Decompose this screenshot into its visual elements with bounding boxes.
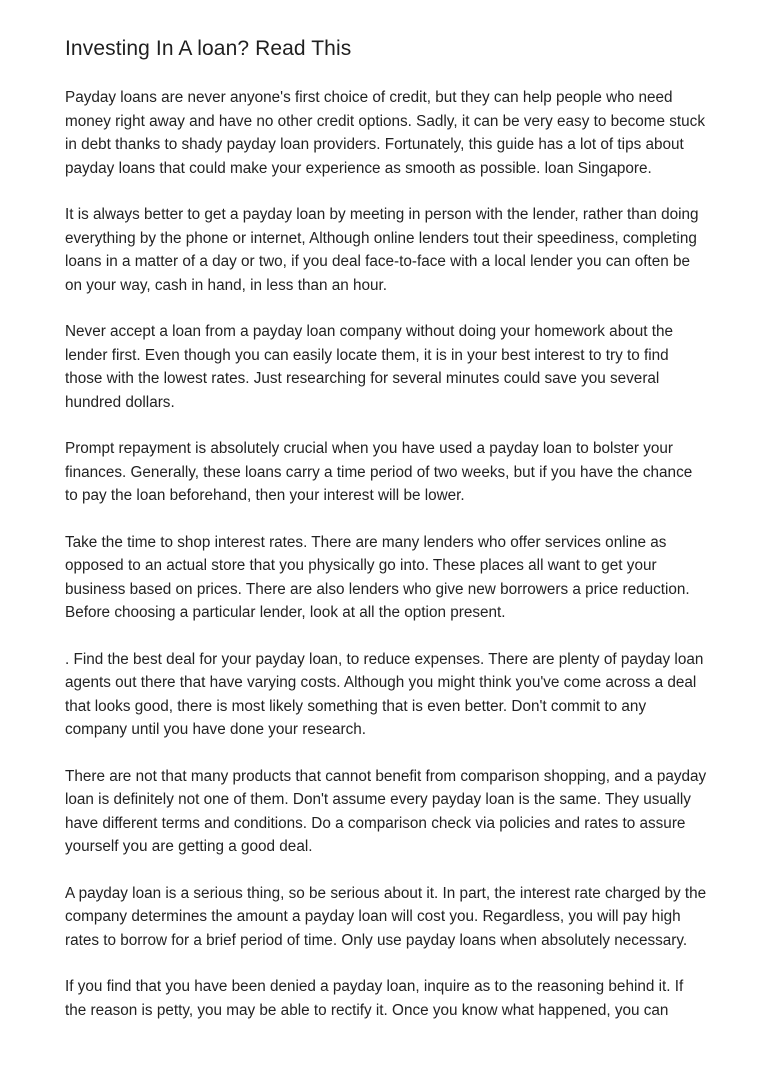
- paragraph-2: It is always better to get a payday loan by meeting in person with the lender, rather than doing everything by the phone or internet, Although online lenders tout their speediness, completing loans in a matter of a day or two, if you deal face-to-face with a local lender you can often be on your way, cash in hand, in less than an hour.: [65, 206, 699, 294]
- paragraph-3: Never accept a loan from a payday loan company without doing your homework about the lender first. Even though you can easily locate them, it is in your best interest to try to find those with the lowest rates. Just researching for several minutes could save you several hundred dollars.: [65, 323, 673, 411]
- paragraph-7: There are not that many products that cannot benefit from comparison shopping, and a payday loan is definitely not one of them. Don't assume every payday loan is the same. They usually have different terms and conditions. Do a comparison check via policies and rates to assure yourself you are getting a good deal.: [65, 767, 707, 855]
- paragraph-5: Take the time to shop interest rates. There are many lenders who offer services online as opposed to an actual store that you physically go into. These places all want to get your business based on prices. There are also lenders who give new borrowers a price reduction. Before choosing a particular lender, look at all the option present.: [65, 533, 690, 621]
- paragraph-4: Prompt repayment is absolutely crucial when you have used a payday loan to bolster your finances. Generally, these loans carry a time period of two weeks, but if you have the chance to pay the loan beforehand, then your interest will be lower.: [65, 440, 693, 504]
- paragraph-6: . Find the best deal for your payday loan, to reduce expenses. There are plenty of payday loan agents out there that have varying costs. Although you might think you've come across a deal that looks good, there is most likely something that is even better. Don't commit to any company until you have done your research.: [65, 650, 704, 738]
- paragraph-8: A payday loan is a serious thing, so be serious about it. In part, the interest rate charged by the company determines the amount a payday loan will cost you. Regardless, you will pay high rates to borrow for a brief period of time. Only use payday loans when absolutely necessary.: [65, 884, 707, 949]
- paragraph-9: If you find that you have been denied a payday loan, inquire as to the reasoning behind it. If the reason is petty, you may be able to rectify it. Once you know what happened, you can: [65, 978, 684, 1019]
- paragraph-1: Payday loans are never anyone's first choice of credit, but they can help people who need money right away and have no other credit options. Sadly, it can be very easy to become stuck in debt thanks to shady payday loan providers. Fortunately, this guide has a lot of tips about payday loans that could make your experience as smooth as possible. loan Singapore.: [65, 89, 705, 177]
- document-title: Investing In A loan? Read This: [65, 37, 352, 60]
